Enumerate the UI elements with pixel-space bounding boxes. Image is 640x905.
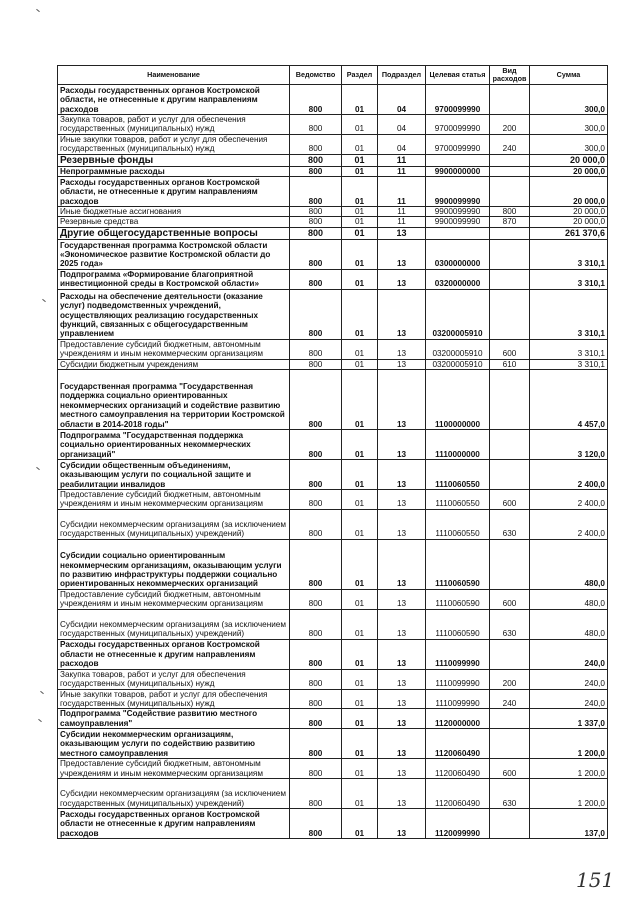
row-amount: 137,0	[530, 808, 608, 838]
row-subsection: 11	[378, 177, 426, 207]
row-department: 800	[290, 639, 342, 669]
row-amount: 300,0	[530, 85, 608, 115]
table-row	[58, 639, 608, 669]
row-section: 01	[342, 539, 378, 589]
row-amount: 240,0	[530, 669, 608, 689]
row-target-item: 9900099990	[426, 207, 490, 217]
row-expense-type	[490, 370, 530, 430]
row-target-item	[426, 227, 490, 239]
table-row	[58, 490, 608, 510]
row-name: Резервные фонды	[58, 154, 290, 166]
table-row	[58, 709, 608, 729]
row-department: 800	[290, 239, 342, 269]
row-section: 01	[342, 166, 378, 176]
row-name: Подпрограмма "Государственная поддержка социально ориентированных некоммерческих организаций"	[58, 430, 290, 460]
table-row	[58, 589, 608, 609]
row-target-item: 1110060590	[426, 609, 490, 639]
row-subsection: 13	[378, 609, 426, 639]
row-name: Субсидии некоммерческим организациям (за исключением государственных (муниципальных) учреждений)	[58, 609, 290, 639]
table-row	[58, 689, 608, 709]
row-department: 800	[290, 115, 342, 135]
row-subsection: 13	[378, 339, 426, 359]
row-amount: 1 200,0	[530, 729, 608, 759]
row-section: 01	[342, 227, 378, 239]
row-department: 800	[290, 289, 342, 339]
row-amount: 20 000,0	[530, 166, 608, 176]
table-row	[58, 154, 608, 166]
row-expense-type: 610	[490, 359, 530, 369]
row-department: 800	[290, 490, 342, 510]
row-name: Иные закупки товаров, работ и услуг для обеспечения государственных (муниципальных) нужд	[58, 134, 290, 154]
row-section: 01	[342, 134, 378, 154]
row-amount: 2 400,0	[530, 509, 608, 539]
col-header-name: Наименование	[58, 66, 290, 85]
row-target-item: 0300000000	[426, 239, 490, 269]
row-subsection: 13	[378, 509, 426, 539]
row-amount: 3 310,1	[530, 239, 608, 269]
row-target-item: 9700099990	[426, 85, 490, 115]
row-name: Государственная программа Костромской области «Экономическое развитие Костромской области до 2025 года»	[58, 239, 290, 269]
table-row	[58, 115, 608, 135]
page-number: 151	[576, 868, 615, 892]
row-target-item: 1120060490	[426, 729, 490, 759]
row-subsection: 13	[378, 269, 426, 289]
row-name: Государственная программа "Государственная поддержка социально ориентированных некоммерческих организаций и содействие развитию местного самоуправления на территории Костромской области в 2014-2018 годы"	[58, 370, 290, 430]
row-name: Субсидии бюджетным учреждениям	[58, 359, 290, 369]
row-target-item: 1110060550	[426, 460, 490, 490]
row-expense-type	[490, 177, 530, 207]
row-target-item: 1110060550	[426, 490, 490, 510]
col-header-section: Раздел	[342, 66, 378, 85]
row-subsection: 11	[378, 166, 426, 176]
row-subsection: 13	[378, 808, 426, 838]
row-amount: 480,0	[530, 609, 608, 639]
row-section: 01	[342, 490, 378, 510]
row-expense-type	[490, 269, 530, 289]
row-department: 800	[290, 808, 342, 838]
row-section: 01	[342, 339, 378, 359]
row-expense-type: 800	[490, 207, 530, 217]
row-name: Закупка товаров, работ и услуг для обеспечения государственных (муниципальных) нужд	[58, 669, 290, 689]
margin-tick	[38, 719, 42, 722]
row-name: Подпрограмма "Содействие развитию местного самоуправления"	[58, 709, 290, 729]
row-section: 01	[342, 154, 378, 166]
row-department: 800	[290, 166, 342, 176]
row-name: Иные закупки товаров, работ и услуг для обеспечения государственных (муниципальных) нужд	[58, 689, 290, 709]
row-amount: 240,0	[530, 689, 608, 709]
row-name: Резервные средства	[58, 217, 290, 227]
row-section: 01	[342, 207, 378, 217]
col-header-expense-type: Вид расходов	[490, 66, 530, 85]
row-subsection: 13	[378, 539, 426, 589]
row-name: Иные бюджетные ассигнования	[58, 207, 290, 217]
row-expense-type: 240	[490, 134, 530, 154]
row-amount: 3 310,1	[530, 339, 608, 359]
table-row	[58, 269, 608, 289]
row-subsection: 13	[378, 689, 426, 709]
row-expense-type	[490, 239, 530, 269]
row-expense-type	[490, 639, 530, 669]
row-name: Предоставление субсидий бюджетным, автономным учреждениям и иным некоммерческим организациям	[58, 339, 290, 359]
row-name: Расходы государственных органов Костромской области не отнесенные к другим направлениям расходов	[58, 808, 290, 838]
row-section: 01	[342, 778, 378, 808]
row-target-item: 1110099990	[426, 689, 490, 709]
row-name: Субсидии общественным объединениям, оказывающим услуги по социальной защите и реабилитации инвалидов	[58, 460, 290, 490]
row-expense-type	[490, 227, 530, 239]
row-subsection: 13	[378, 359, 426, 369]
row-name: Расходы государственных органов Костромской области, не отнесенные к другим направлениям расходов	[58, 85, 290, 115]
row-section: 01	[342, 729, 378, 759]
table-row	[58, 370, 608, 430]
row-department: 800	[290, 227, 342, 239]
table-row	[58, 217, 608, 227]
row-amount: 240,0	[530, 639, 608, 669]
row-department: 800	[290, 709, 342, 729]
table-row	[58, 166, 608, 176]
row-section: 01	[342, 85, 378, 115]
table-row	[58, 460, 608, 490]
row-expense-type	[490, 460, 530, 490]
table-row	[58, 729, 608, 759]
col-header-subsection: Подраздел	[378, 66, 426, 85]
budget-table	[57, 65, 608, 839]
row-department: 800	[290, 589, 342, 609]
row-amount: 3 310,1	[530, 289, 608, 339]
table-row	[58, 609, 608, 639]
row-expense-type: 200	[490, 669, 530, 689]
row-department: 800	[290, 509, 342, 539]
row-name: Предоставление субсидий бюджетным, автономным учреждениям и иным некоммерческим организациям	[58, 589, 290, 609]
row-subsection: 13	[378, 239, 426, 269]
table-row	[58, 778, 608, 808]
row-department: 800	[290, 217, 342, 227]
row-amount: 3 310,1	[530, 359, 608, 369]
row-amount: 20 000,0	[530, 207, 608, 217]
row-expense-type: 600	[490, 339, 530, 359]
row-expense-type	[490, 154, 530, 166]
row-subsection: 13	[378, 289, 426, 339]
row-department: 800	[290, 609, 342, 639]
row-target-item: 9700099990	[426, 134, 490, 154]
row-target-item: 1110000000	[426, 430, 490, 460]
row-subsection: 13	[378, 370, 426, 430]
row-department: 800	[290, 729, 342, 759]
row-department: 800	[290, 460, 342, 490]
row-name: Субсидии некоммерческим организациям, оказывающим услуги по содействию развитию местного самоуправления	[58, 729, 290, 759]
row-department: 800	[290, 207, 342, 217]
row-amount: 300,0	[530, 115, 608, 135]
row-section: 01	[342, 609, 378, 639]
row-department: 800	[290, 359, 342, 369]
row-expense-type	[490, 808, 530, 838]
row-amount: 3 310,1	[530, 269, 608, 289]
table-row	[58, 134, 608, 154]
row-subsection: 11	[378, 217, 426, 227]
row-section: 01	[342, 430, 378, 460]
row-expense-type	[490, 289, 530, 339]
row-section: 01	[342, 115, 378, 135]
col-header-target-item: Целевая статья	[426, 66, 490, 85]
row-target-item: 03200005910	[426, 289, 490, 339]
table-row	[58, 808, 608, 838]
row-expense-type: 870	[490, 217, 530, 227]
row-department: 800	[290, 669, 342, 689]
row-expense-type: 630	[490, 509, 530, 539]
table-body	[58, 85, 608, 839]
table-row	[58, 339, 608, 359]
row-target-item: 03200005910	[426, 339, 490, 359]
row-subsection: 13	[378, 669, 426, 689]
row-amount: 300,0	[530, 134, 608, 154]
table-row	[58, 759, 608, 779]
row-department: 800	[290, 430, 342, 460]
table-row	[58, 227, 608, 239]
margin-tick	[40, 691, 44, 694]
row-amount: 2 400,0	[530, 490, 608, 510]
row-target-item: 9900000000	[426, 166, 490, 176]
row-section: 01	[342, 639, 378, 669]
col-header-department: Ведомство	[290, 66, 342, 85]
row-section: 01	[342, 460, 378, 490]
row-expense-type: 630	[490, 778, 530, 808]
row-subsection: 13	[378, 778, 426, 808]
row-target-item: 1120060490	[426, 778, 490, 808]
row-name: Непрограммные расходы	[58, 166, 290, 176]
row-amount: 20 000,0	[530, 154, 608, 166]
table-row	[58, 539, 608, 589]
row-department: 800	[290, 134, 342, 154]
row-amount: 261 370,6	[530, 227, 608, 239]
row-section: 01	[342, 689, 378, 709]
row-name: Субсидии некоммерческим организациям (за исключением государственных (муниципальных) учреждений)	[58, 778, 290, 808]
row-subsection: 13	[378, 460, 426, 490]
row-section: 01	[342, 759, 378, 779]
row-department: 800	[290, 85, 342, 115]
row-target-item: 1120099990	[426, 808, 490, 838]
row-department: 800	[290, 539, 342, 589]
row-subsection: 04	[378, 85, 426, 115]
row-amount: 1 337,0	[530, 709, 608, 729]
row-amount: 3 120,0	[530, 430, 608, 460]
row-expense-type	[490, 430, 530, 460]
row-subsection: 04	[378, 115, 426, 135]
margin-tick	[42, 299, 46, 302]
row-target-item: 1110060590	[426, 589, 490, 609]
row-department: 800	[290, 177, 342, 207]
row-subsection: 13	[378, 227, 426, 239]
table-row	[58, 239, 608, 269]
row-expense-type: 600	[490, 490, 530, 510]
row-name: Подпрограмма «Формирование благоприятной инвестиционной среды в Костромской области»	[58, 269, 290, 289]
row-expense-type: 630	[490, 609, 530, 639]
row-target-item: 1110099990	[426, 639, 490, 669]
row-expense-type	[490, 729, 530, 759]
row-department: 800	[290, 339, 342, 359]
row-section: 01	[342, 589, 378, 609]
row-subsection: 11	[378, 207, 426, 217]
row-expense-type	[490, 709, 530, 729]
row-subsection: 13	[378, 709, 426, 729]
table-row	[58, 177, 608, 207]
row-department: 800	[290, 759, 342, 779]
row-name: Закупка товаров, работ и услуг для обеспечения государственных (муниципальных) нужд	[58, 115, 290, 135]
row-subsection: 13	[378, 729, 426, 759]
row-department: 800	[290, 269, 342, 289]
table-row	[58, 509, 608, 539]
row-name: Расходы государственных органов Костромской области не отнесенные к другим направлениям расходов	[58, 639, 290, 669]
table-row	[58, 430, 608, 460]
row-subsection: 13	[378, 589, 426, 609]
row-target-item: 1120000000	[426, 709, 490, 729]
row-department: 800	[290, 154, 342, 166]
row-section: 01	[342, 239, 378, 269]
row-expense-type: 600	[490, 759, 530, 779]
row-amount: 1 200,0	[530, 759, 608, 779]
row-expense-type: 600	[490, 589, 530, 609]
row-section: 01	[342, 359, 378, 369]
row-amount: 4 457,0	[530, 370, 608, 430]
table-row	[58, 207, 608, 217]
row-target-item: 0320000000	[426, 269, 490, 289]
row-target-item: 1110099990	[426, 669, 490, 689]
row-amount: 1 200,0	[530, 778, 608, 808]
row-expense-type: 240	[490, 689, 530, 709]
table-row	[58, 85, 608, 115]
row-name: Субсидии социально ориентированным некоммерческим организациям, оказывающим услуги по развитию инфраструктуры поддержки социально ориентированных некоммерческих организаций	[58, 539, 290, 589]
row-target-item: 1110060590	[426, 539, 490, 589]
row-subsection: 11	[378, 154, 426, 166]
row-subsection: 04	[378, 134, 426, 154]
row-target-item: 1110060550	[426, 509, 490, 539]
row-target-item: 1120060490	[426, 759, 490, 779]
row-subsection: 13	[378, 490, 426, 510]
row-expense-type	[490, 85, 530, 115]
row-subsection: 13	[378, 430, 426, 460]
row-subsection: 13	[378, 759, 426, 779]
row-section: 01	[342, 808, 378, 838]
row-section: 01	[342, 370, 378, 430]
row-target-item: 1100000000	[426, 370, 490, 430]
row-name: Предоставление субсидий бюджетным, автономным учреждениям и иным некоммерческим организациям	[58, 490, 290, 510]
margin-tick	[36, 467, 40, 470]
row-name: Расходы государственных органов Костромской области, не отнесенные к другим направлениям расходов	[58, 177, 290, 207]
table-row	[58, 289, 608, 339]
row-target-item: 03200005910	[426, 359, 490, 369]
row-expense-type: 200	[490, 115, 530, 135]
row-section: 01	[342, 177, 378, 207]
row-name: Расходы на обеспечение деятельности (оказание услуг) подведомственных учреждений, осуществляющих реализацию государственных функций, связанных с общегосударственным управлением	[58, 289, 290, 339]
row-amount: 480,0	[530, 589, 608, 609]
row-section: 01	[342, 509, 378, 539]
row-target-item	[426, 154, 490, 166]
row-section: 01	[342, 269, 378, 289]
row-amount: 2 400,0	[530, 460, 608, 490]
row-department: 800	[290, 689, 342, 709]
row-section: 01	[342, 709, 378, 729]
row-expense-type	[490, 539, 530, 589]
table-row	[58, 359, 608, 369]
row-section: 01	[342, 669, 378, 689]
row-name: Предоставление субсидий бюджетным, автономным учреждениям и иным некоммерческим организациям	[58, 759, 290, 779]
row-name: Другие общегосударственные вопросы	[58, 227, 290, 239]
row-target-item: 9700099990	[426, 115, 490, 135]
table-header-row	[58, 66, 608, 85]
row-department: 800	[290, 778, 342, 808]
row-target-item: 9900099990	[426, 217, 490, 227]
col-header-amount: Сумма	[530, 66, 608, 85]
row-expense-type	[490, 166, 530, 176]
table-row	[58, 669, 608, 689]
row-amount: 20 000,0	[530, 177, 608, 207]
row-name: Субсидии некоммерческим организациям (за исключением государственных (муниципальных) учреждений)	[58, 509, 290, 539]
margin-tick	[36, 9, 40, 12]
row-subsection: 13	[378, 639, 426, 669]
row-target-item: 9900099990	[426, 177, 490, 207]
row-section: 01	[342, 289, 378, 339]
row-section: 01	[342, 217, 378, 227]
row-amount: 480,0	[530, 539, 608, 589]
row-amount: 20 000,0	[530, 217, 608, 227]
row-department: 800	[290, 370, 342, 430]
